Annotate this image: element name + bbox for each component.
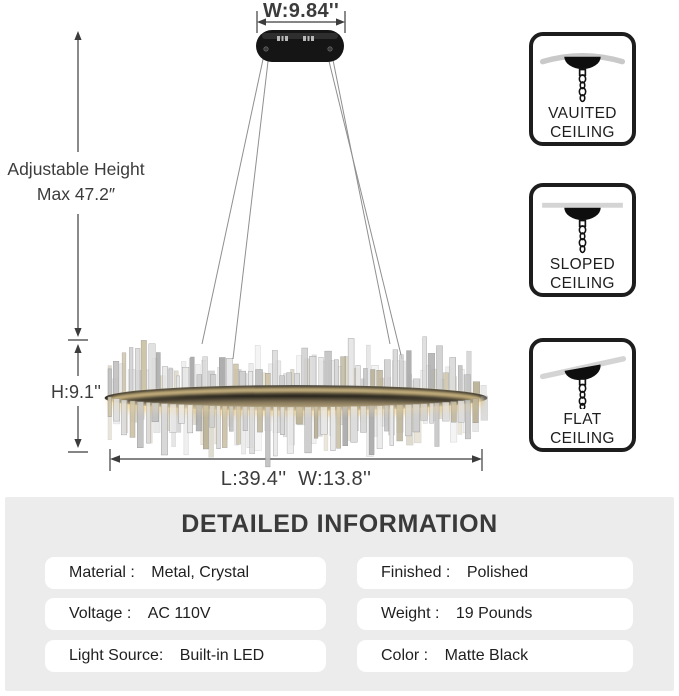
info-value: AC 110V	[147, 605, 211, 622]
info-label: Material :	[69, 564, 140, 581]
badge-vaulted-label: VAUITED CEILING	[548, 105, 617, 141]
badge-flat-label: FLAT CEILING	[550, 411, 615, 447]
adjustable-height-label	[0, 157, 152, 207]
info-label: Light Source:	[69, 647, 168, 664]
info-card-finished	[357, 557, 633, 589]
info-label: Voltage :	[69, 605, 136, 622]
info-card-material	[45, 557, 326, 589]
info-card-light-source	[45, 640, 326, 672]
info-value: 19 Pounds	[455, 605, 533, 622]
vaulted-ceiling-icon	[533, 40, 632, 103]
info-value: Built-in LED	[179, 647, 265, 664]
badge-sloped-ceiling	[529, 183, 636, 297]
detailed-information-panel	[5, 497, 674, 691]
ceiling-canopy	[256, 30, 344, 62]
info-card-color	[357, 640, 633, 672]
info-value: Polished	[466, 564, 529, 581]
flat-ceiling-icon	[533, 346, 632, 409]
adjustable-height-line2: Max 47.2″	[36, 184, 116, 204]
fixture-height-label: H:9.1''	[51, 382, 101, 402]
badge-vaulted-ceiling	[529, 32, 636, 146]
badge-sloped-label: SLOPED CEILING	[549, 256, 616, 292]
info-card-weight	[357, 598, 633, 630]
info-label: Weight :	[381, 605, 444, 622]
suspension-cables	[202, 50, 402, 359]
length-width-label: L:39.4'' W:13.8''	[220, 468, 372, 490]
adjustable-height-line1: Adjustable Height	[7, 159, 145, 179]
info-value: Matte Black	[444, 647, 529, 664]
chandelier-illustration	[105, 337, 488, 467]
sloped-ceiling-icon	[533, 191, 632, 254]
canopy-width-label: W:9.84''	[262, 0, 339, 22]
info-value: Metal, Crystal	[151, 564, 250, 581]
badge-flat-ceiling	[529, 338, 636, 452]
info-card-voltage	[45, 598, 326, 630]
info-label: Finished :	[381, 564, 455, 581]
detailed-information-title: DETAILED INFORMATION	[181, 510, 498, 538]
info-label: Color :	[381, 647, 433, 664]
